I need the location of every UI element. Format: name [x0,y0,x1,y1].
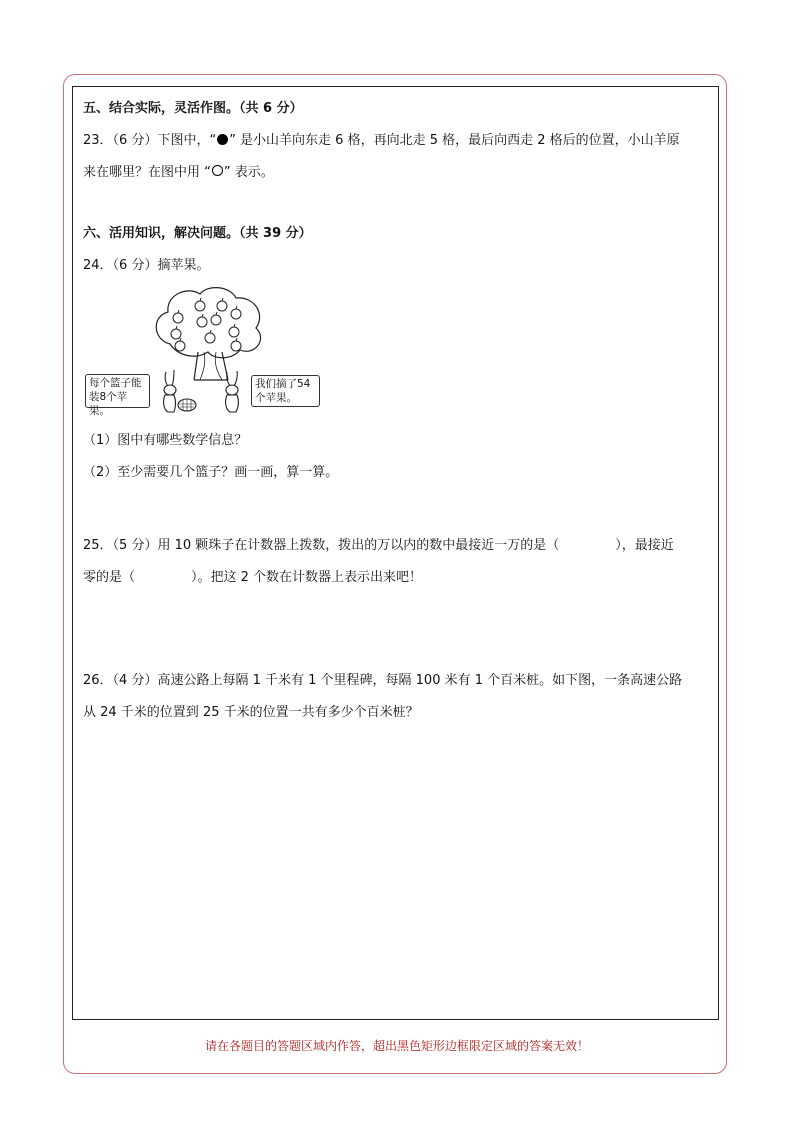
bubble-right-line1: 我们摘了54 [255,378,311,390]
q24-title: 24．（6 分）摘苹果。 [83,258,210,273]
q25-line2 [83,569,422,587]
q25-line1-a: 25．（5 分）用 10 颗珠子在计数器上拨数，拨出的万以内的数中最接近一万的是（ [83,538,560,553]
speech-bubble-right [251,375,320,407]
q25-line1 [83,537,674,555]
q23-line1-before: 23．（6 分）下图中，“ [83,133,217,148]
bubble-right-line2: 个苹果。 [255,392,297,404]
filled-dot-icon [217,134,228,145]
hollow-circle-icon [212,165,223,176]
rabbit-with-basket-icon [154,368,198,416]
q26-line2: 从 24 千米的位置到 25 千米的位置一共有多少个百米桩？ [83,705,419,720]
bubble-left-line1: 每个篮子能 [89,377,142,389]
speech-bubble-left [85,374,150,417]
q26-line1: 26．（4 分）高速公路上每隔 1 千米有 1 个里程碑，每隔 100 米有 1 个百米桩。如下图，一条高速公路 [83,673,683,688]
q24-sub2: （2）至少需要几个篮子？画一画，算一算。 [83,465,339,480]
q25-line2-b: ）。把这 2 个数在计数器上表示出来吧！ [191,570,423,585]
q23-line2-before: 来在哪里？在图中用 “ [83,165,211,180]
q23-line2 [83,164,274,182]
footer-warning: 请在各题目的答题区域内作答，超出黑色矩形边框限定区域的答案无效！ [204,1039,589,1053]
q25-line1-b: ），最接近 [615,538,674,553]
section6-heading: 六、活用知识，解决问题。（共 39 分） [83,226,312,241]
section5-heading: 五、结合实际，灵活作图。（共 6 分） [83,101,303,116]
q23-line2-after: ” 表示。 [223,165,274,180]
q23-line1-after: ” 是小山羊向东走 6 格，再向北走 5 格，最后向西走 2 格后的位置，小山羊原 [229,133,680,148]
bubble-left-line2: 装8个苹果。 [89,391,128,417]
q23-line1 [83,132,680,150]
rabbit-icon [218,368,248,416]
q24-sub1: （1）图中有哪些数学信息？ [83,433,248,448]
q25-line2-a: 零的是（ [83,570,136,585]
